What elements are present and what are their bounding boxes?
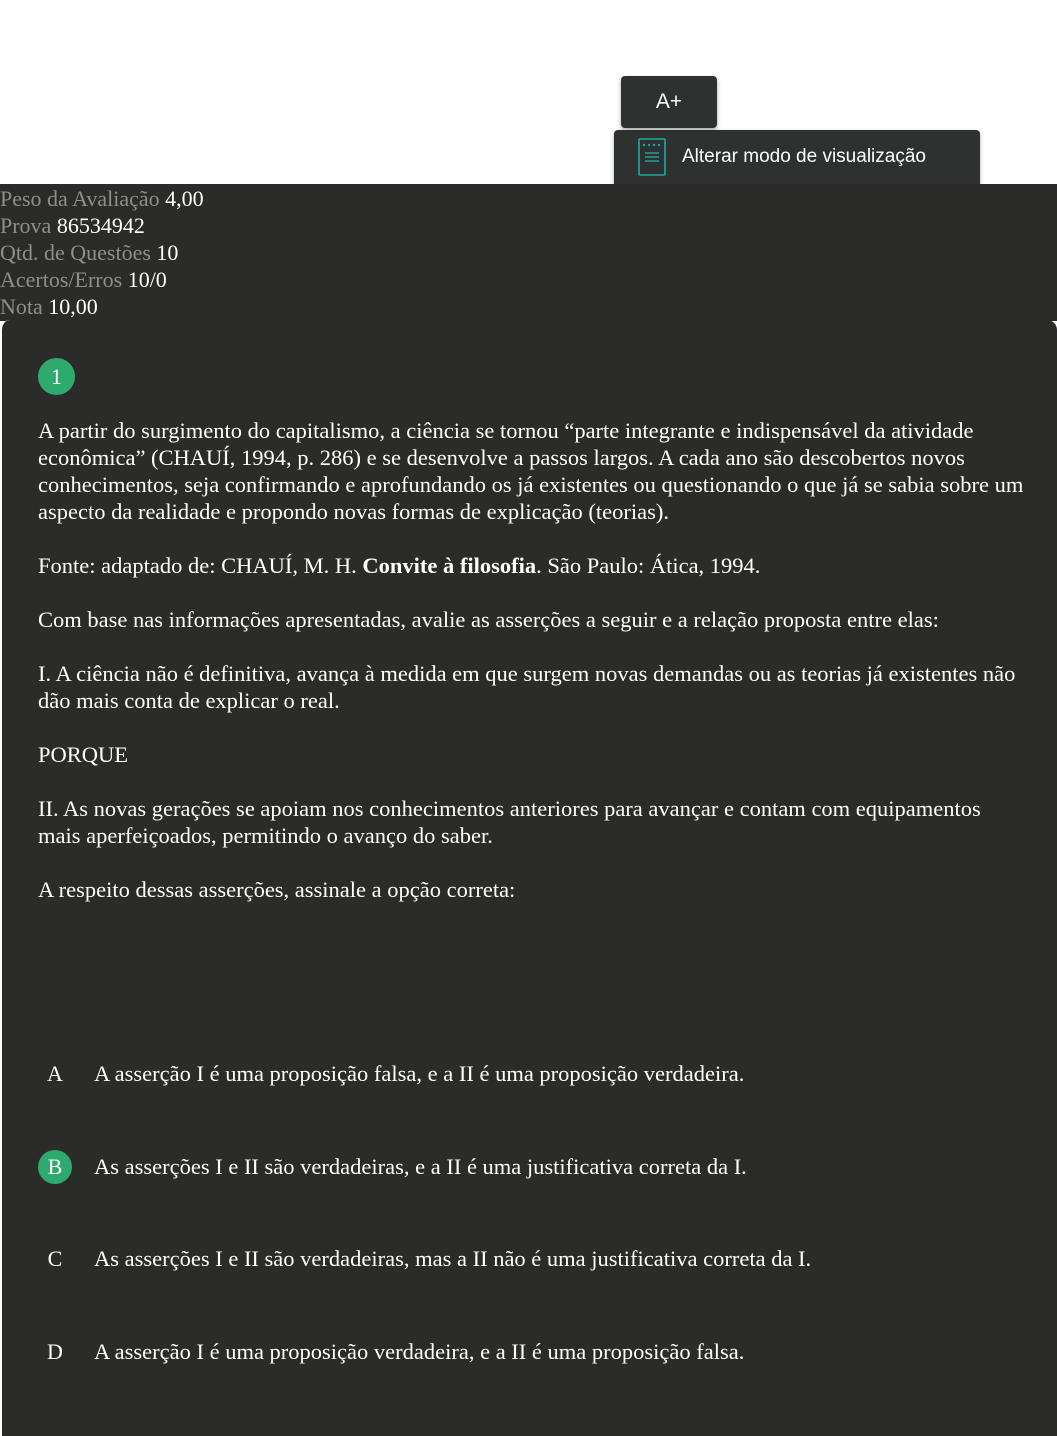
option-letter-correct: B <box>38 1150 72 1184</box>
source-title: Convite à filosofia <box>362 553 537 578</box>
summary-label: Prova <box>0 213 52 238</box>
source-suffix: . São Paulo: Ática, 1994. <box>536 553 761 578</box>
summary-label: Qtd. de Questões <box>0 240 151 265</box>
question-number-badge: 1 <box>38 358 75 395</box>
question-prompt: Com base nas informações apresentadas, avalie as asserções a seguir e a relação proposta entre elas: <box>38 607 939 632</box>
option-text: As asserções I e II são verdadeiras, mas a II não é uma justificativa correta da I. <box>94 1246 812 1271</box>
question-paragraph: A partir do surgimento do capitalismo, a ciência se tornou “parte integrante e indispensável da atividade econômica” (CHAUÍ, 1994, p. 286) e se desenvolve a passos largos. A cada ano são descobertos novos conhecimentos, seja confirmando e aprofundando os já existentes ou questionando o que já se sabia sobre um aspecto da realidade e propondo novas formas de explicação (teorias). <box>38 418 1024 524</box>
document-icon <box>638 138 666 176</box>
summary-value: 4,00 <box>165 186 204 211</box>
summary-value: 10 <box>156 240 179 265</box>
assertion-1: I. A ciência não é definitiva, avança à medida em que surgem novas demandas ou as teorias já existentes não dão mais conta de explicar o real. <box>38 661 1016 713</box>
assertion-connector: PORQUE <box>38 742 129 767</box>
summary-value: 10/0 <box>127 267 167 292</box>
question-instruction: A respeito dessas asserções, assinale a opção correta: <box>38 877 516 902</box>
source-prefix: Fonte: adaptado de: CHAUÍ, M. H. <box>38 553 363 578</box>
summary-row-exam <box>0 212 1057 239</box>
option-letter: C <box>47 1246 63 1271</box>
summary-row-grade <box>0 293 1057 320</box>
option-c[interactable] <box>38 1241 1028 1277</box>
question-source <box>38 552 1028 579</box>
summary-label: Peso da Avaliação <box>0 186 160 211</box>
view-mode-label: Alterar modo de visualização <box>682 146 926 167</box>
font-size-increase-button[interactable]: A+ <box>621 76 717 128</box>
summary-value: 10,00 <box>48 294 98 319</box>
option-letter: D <box>47 1339 63 1364</box>
question-statement <box>38 417 1028 930</box>
option-a[interactable] <box>38 1056 1028 1092</box>
summary-label: Acertos/Erros <box>0 267 123 292</box>
option-text: As asserções I e II são verdadeiras, e a II é uma justificativa correta da I. <box>94 1154 747 1179</box>
assertion-2: II. As novas gerações se apoiam nos conhecimentos anteriores para avançar e contam com equipamentos mais aperfeiçoados, permitindo o avanço do saber. <box>38 796 981 848</box>
summary-row-weight <box>0 185 1057 212</box>
exam-summary <box>0 184 1057 321</box>
option-text: A asserção I é uma proposição falsa, e a II é uma proposição verdadeira. <box>94 1061 745 1086</box>
summary-row-question-count <box>0 239 1057 266</box>
summary-row-score-ratio <box>0 266 1057 293</box>
option-letter: A <box>47 1061 63 1086</box>
option-text: A asserção I é uma proposição verdadeira, e a II é uma proposição falsa. <box>94 1339 745 1364</box>
option-d[interactable] <box>38 1334 1028 1370</box>
summary-value: 86534942 <box>56 213 145 238</box>
top-toolbar <box>0 0 1057 184</box>
question-card <box>0 320 1057 1436</box>
change-view-mode-button[interactable] <box>614 130 980 184</box>
option-b[interactable] <box>38 1149 1028 1185</box>
summary-label: Nota <box>0 294 43 319</box>
